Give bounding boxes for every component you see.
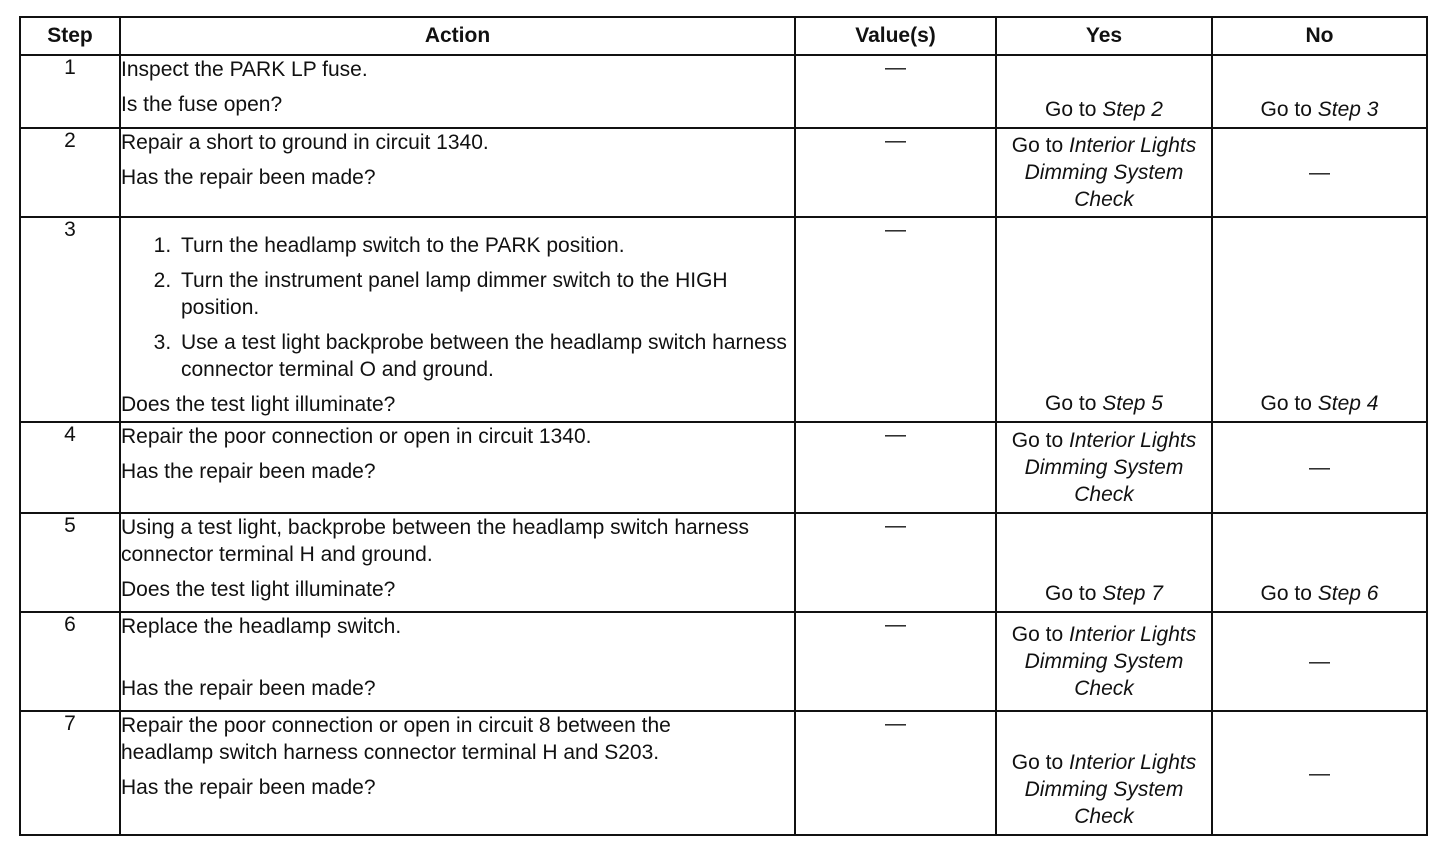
yes-prefix: Go to: [1045, 582, 1097, 605]
yes-cell: [996, 55, 1212, 128]
action-line: Inspect the PARK LP fuse.: [121, 58, 368, 81]
action-cell: [120, 513, 795, 612]
yes-cell: [996, 513, 1212, 612]
table-row: [20, 128, 1427, 217]
no-cell: [1212, 55, 1427, 128]
substep-item: 1. Turn the headlamp switch to the PARK position.: [177, 232, 794, 259]
yes-link[interactable]: Step 7: [1102, 582, 1163, 605]
action-question: Has the repair been made?: [121, 776, 376, 799]
no-link[interactable]: Step 3: [1317, 98, 1379, 121]
table-row: [20, 217, 1427, 422]
no-prefix: Go to: [1260, 392, 1312, 415]
substep-item: 2. Turn the instrument panel lamp dimmer switch to the HIGH position.: [177, 267, 794, 321]
yes-link[interactable]: Interior Lights Dimming System Check: [1024, 429, 1197, 506]
yes-prefix: Go to: [1011, 623, 1064, 646]
action-question: Is the fuse open?: [121, 93, 283, 116]
step-number: 3: [20, 217, 120, 422]
action-cell: [120, 612, 795, 711]
action-line: Repair the poor connection or open in circuit 8 between the headlamp switch harness connector terminal H and S203.: [121, 714, 671, 764]
yes-link[interactable]: Step 5: [1102, 392, 1163, 415]
step-number: 1: [20, 55, 120, 128]
action-question: Has the repair been made?: [121, 677, 376, 700]
header-row: [20, 17, 1427, 55]
header-no: No: [1212, 17, 1427, 55]
action-question: Does the test light illuminate?: [121, 393, 396, 416]
step-number: 6: [20, 612, 120, 711]
yes-prefix: Go to: [1011, 134, 1064, 157]
no-cell: [1212, 513, 1427, 612]
yes-cell: [996, 422, 1212, 513]
action-line: Replace the headlamp switch.: [121, 615, 402, 638]
yes-link[interactable]: Step 2: [1102, 98, 1163, 121]
value-cell: —: [795, 217, 996, 422]
table-row: [20, 55, 1427, 128]
value-cell: —: [795, 422, 996, 513]
action-question: Has the repair been made?: [121, 460, 376, 483]
action-cell: [120, 217, 795, 422]
table-row: [20, 513, 1427, 612]
action-cell: [120, 711, 795, 835]
header-action: Action: [120, 17, 795, 55]
value-cell: —: [795, 513, 996, 612]
yes-cell: [996, 711, 1212, 835]
value-cell: —: [795, 128, 996, 217]
no-link[interactable]: Step 4: [1317, 392, 1379, 415]
action-line: Repair a short to ground in circuit 1340.: [121, 131, 489, 154]
no-link[interactable]: Step 6: [1317, 582, 1379, 605]
step-number: 5: [20, 513, 120, 612]
yes-link[interactable]: Interior Lights Dimming System Check: [1024, 751, 1197, 828]
header-yes: Yes: [996, 17, 1212, 55]
value-cell: —: [795, 612, 996, 711]
yes-link[interactable]: Interior Lights Dimming System Check: [1024, 623, 1197, 700]
yes-prefix: Go to: [1045, 392, 1097, 415]
step-number: 4: [20, 422, 120, 513]
yes-prefix: Go to: [1011, 751, 1064, 774]
action-cell: [120, 55, 795, 128]
no-cell: —: [1212, 422, 1427, 513]
step-number: 2: [20, 128, 120, 217]
step-number: 7: [20, 711, 120, 835]
no-prefix: Go to: [1260, 582, 1312, 605]
yes-prefix: Go to: [1011, 429, 1064, 452]
diagnostic-table: [19, 16, 1428, 836]
action-cell: [120, 128, 795, 217]
no-cell: —: [1212, 612, 1427, 711]
yes-link[interactable]: Interior Lights Dimming System Check: [1024, 134, 1197, 211]
value-cell: —: [795, 711, 996, 835]
no-cell: —: [1212, 711, 1427, 835]
action-line: Using a test light, backprobe between the headlamp switch harness connector terminal H and ground.: [121, 516, 750, 566]
yes-prefix: Go to: [1045, 98, 1097, 121]
substep-item: 3. Use a test light backprobe between the headlamp switch harness connector terminal O and ground.: [177, 329, 794, 383]
action-question: Does the test light illuminate?: [121, 578, 396, 601]
yes-cell: [996, 217, 1212, 422]
header-step: Step: [20, 17, 120, 55]
no-cell: —: [1212, 128, 1427, 217]
no-cell: [1212, 217, 1427, 422]
table-row: [20, 711, 1427, 835]
yes-cell: [996, 128, 1212, 217]
substep-list: [121, 232, 794, 383]
yes-cell: [996, 612, 1212, 711]
table-row: [20, 612, 1427, 711]
action-line: Repair the poor connection or open in circuit 1340.: [121, 425, 592, 448]
header-values: Value(s): [795, 17, 996, 55]
action-cell: [120, 422, 795, 513]
table-row: [20, 422, 1427, 513]
value-cell: —: [795, 55, 996, 128]
no-prefix: Go to: [1260, 98, 1312, 121]
action-question: Has the repair been made?: [121, 166, 376, 189]
